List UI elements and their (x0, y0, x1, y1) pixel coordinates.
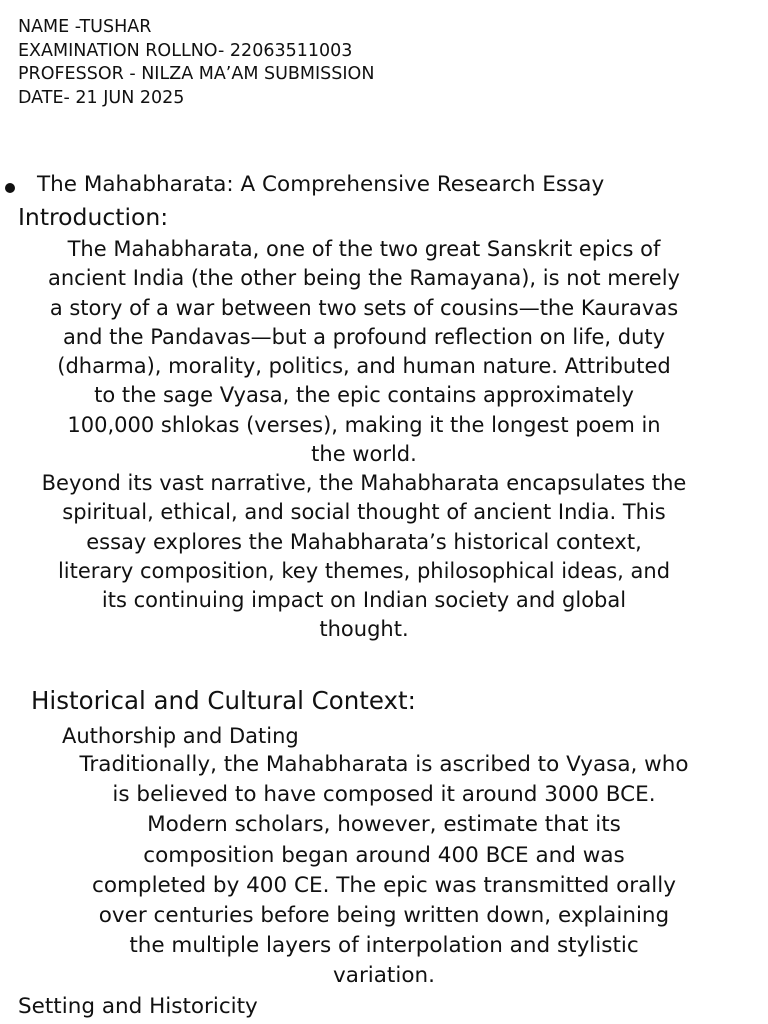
text-line: composition began around 400 BCE and was (143, 842, 625, 868)
text-line: essay explores the Mahabharata’s historical context, (86, 529, 642, 554)
text-line: 100,000 shlokas (verses), making it the longest poem in (67, 412, 661, 437)
student-header (18, 16, 374, 110)
text-line: and the Pandavas—but a profound reflection on life, duty (62, 324, 666, 349)
text-line: over centuries before being written down, explaining (98, 903, 670, 929)
text-line: Modern scholars, however, estimate that its (147, 812, 621, 838)
submission-date: DATE- 21 JUN 2025 (18, 87, 185, 108)
text-line: The Mahabharata, one of the two great Sanskrit epics of (67, 237, 661, 261)
text-line: variation. (333, 963, 435, 989)
text-line: thought. (319, 617, 409, 642)
text-line: is believed to have composed it around 3000 BCE. (112, 782, 656, 808)
text-line: completed by 400 CE. The epic was transmitted orally (92, 872, 676, 898)
text-line: Beyond its vast narrative, the Mahabharata encapsulates the (41, 471, 687, 495)
bullet-icon (5, 183, 15, 193)
authorship-paragraph (18, 750, 750, 992)
text-line: spiritual, ethical, and social thought of ancient India. This (62, 500, 666, 525)
text-line: Traditionally, the Mahabharata is ascribed to Vyasa, who (79, 752, 689, 777)
professor-line: PROFESSOR - NILZA MA’AM SUBMISSION (18, 64, 375, 84)
text-line: to the sage Vyasa, the epic contains approximately (94, 383, 634, 408)
text-line: a story of a war between two sets of cousins—the Kauravas (49, 295, 679, 320)
setting-historicity-subheading: Setting and Historicity (18, 994, 258, 1019)
text-line: (dharma), morality, politics, and human nature. Attributed (57, 354, 671, 379)
text-line: its continuing impact on Indian society and global (101, 588, 627, 613)
introduction-paragraph-2 (10, 469, 718, 645)
text-line: literary composition, key themes, philosophical ideas, and (57, 558, 671, 583)
text-line: the world. (311, 442, 417, 467)
introduction-paragraph-1 (10, 235, 718, 469)
authorship-subheading: Authorship and Dating (62, 724, 299, 748)
text-line: the multiple layers of interpolation and stylistic (129, 933, 639, 959)
essay-title: The Mahabharata: A Comprehensive Research Essay (37, 172, 605, 197)
introduction-heading: Introduction: (18, 203, 169, 231)
student-name: NAME -TUSHAR (18, 17, 152, 37)
historical-context-heading: Historical and Cultural Context: (31, 686, 416, 715)
essay-title-bullet (0, 171, 768, 199)
exam-roll-number: EXAMINATION ROLLNO- 22063511003 (18, 40, 353, 61)
text-line: ancient India (the other being the Ramayana), is not merely (48, 266, 680, 291)
